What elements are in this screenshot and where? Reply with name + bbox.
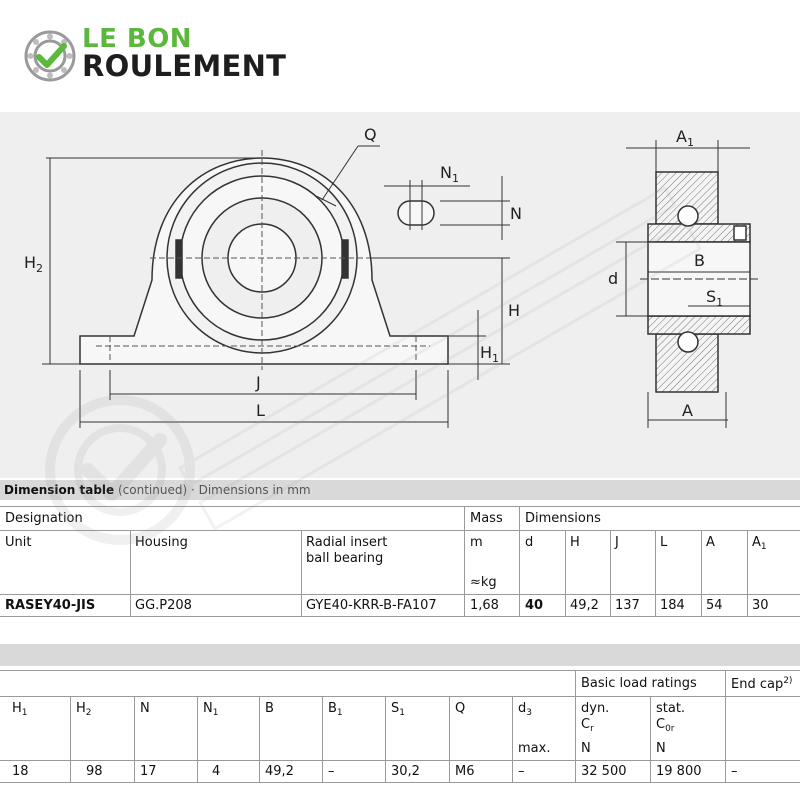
rule (701, 530, 702, 616)
col-dyn-unit: N (581, 741, 591, 756)
brand-line1: LE BON (82, 24, 193, 54)
table1-title: Dimension table (continued) · Dimensions in mm (4, 483, 311, 497)
brand-line2: ROULEMENT (82, 49, 287, 83)
rule (322, 696, 323, 782)
cell-H: 49,2 (570, 598, 599, 613)
cell-endcap: – (731, 764, 738, 779)
label-Q: Q (364, 125, 377, 144)
bearing-section-view (648, 172, 750, 392)
col-B: B (265, 701, 274, 716)
col-housing: Housing (135, 535, 188, 550)
rule (70, 696, 71, 782)
label-A: A (682, 401, 693, 420)
rule (725, 670, 726, 782)
col-S1: $S_1$ (391, 701, 405, 718)
rule (655, 530, 656, 616)
brand-wordmark (82, 26, 286, 81)
header (0, 0, 800, 112)
rule (650, 696, 651, 782)
col-C0r: $C_{0r}$ (656, 717, 675, 734)
col-H1: $H_1$ (12, 701, 28, 718)
col-d3-note: max. (518, 741, 551, 756)
label-H2: $H_2$ (24, 253, 44, 275)
label-S1: $S_1$ (706, 287, 724, 309)
mounting-slot (398, 201, 434, 225)
cell-Q: M6 (455, 764, 475, 779)
cell-d3: – (518, 764, 525, 779)
col-H2: $H_2$ (76, 701, 92, 718)
housing-front-view (80, 158, 448, 364)
label-H1: $H_1$ (480, 343, 500, 365)
cell-unit: RASEY40-JIS (5, 598, 96, 613)
label-N: N (510, 204, 522, 223)
label-H: H (508, 301, 521, 320)
cell-insert: GYE40-KRR-B-FA107 (306, 598, 437, 613)
rule (197, 696, 198, 782)
col-stat-unit: N (656, 741, 666, 756)
technical-drawing (0, 112, 800, 478)
cell-B1: – (328, 764, 335, 779)
label-B: B (694, 251, 705, 270)
rule (519, 506, 520, 616)
rule (385, 696, 386, 782)
rule (0, 530, 800, 531)
cell-housing: GG.P208 (135, 598, 192, 613)
rule (610, 530, 611, 616)
rule (0, 670, 800, 671)
rule (0, 616, 800, 617)
col-Q: Q (455, 701, 466, 716)
cell-Cr: 32 500 (581, 764, 627, 779)
pillow-block-drawing (0, 112, 800, 478)
col-unit: Unit (5, 535, 32, 550)
col-A: A (706, 535, 715, 550)
cell-C0r: 19 800 (656, 764, 702, 779)
rule (565, 530, 566, 616)
rule (130, 530, 131, 616)
rule (259, 696, 260, 782)
rule (512, 696, 513, 782)
label-N1: $N_1$ (440, 163, 459, 185)
col-N1: $N_1$ (203, 701, 219, 718)
rule (0, 696, 800, 697)
col-B1: $B_1$ (328, 701, 343, 718)
col-N: N (140, 701, 150, 716)
col-stat: stat. (656, 701, 686, 716)
col-d: d (525, 535, 534, 550)
col-A1: $A_1$ (752, 535, 767, 552)
rule (0, 506, 800, 507)
rule (575, 670, 576, 782)
cell-N: 17 (140, 764, 157, 779)
cell-H2: 98 (86, 764, 103, 779)
cell-L: 184 (660, 598, 685, 613)
group-load-ratings: Basic load ratings (581, 676, 697, 691)
rule (134, 696, 135, 782)
col-Cr: $C_r$ (581, 717, 594, 734)
col-dyn: dyn. (581, 701, 610, 716)
cell-d: 40 (525, 598, 544, 613)
rule (0, 594, 800, 595)
rule (464, 506, 465, 616)
rule (0, 782, 800, 783)
bearing-check-logo-icon (24, 30, 76, 82)
col-J: J (615, 535, 619, 550)
label-J: J (256, 373, 261, 392)
cell-A1: 30 (752, 598, 769, 613)
label-d: d (608, 269, 619, 288)
cell-S1: 30,2 (391, 764, 420, 779)
table2-bar (0, 644, 800, 666)
group-end-cap: End cap$^{2)}$ (731, 676, 793, 692)
cell-A: 54 (706, 598, 723, 613)
label-A1: $A_1$ (676, 127, 694, 149)
cell-mass: 1,68 (470, 598, 499, 613)
group-dimensions: Dimensions (525, 511, 601, 526)
col-insert-line1: Radial insert (306, 535, 388, 550)
rule (747, 530, 748, 616)
group-mass: Mass (470, 511, 503, 526)
rule (449, 696, 450, 782)
cell-N1: 4 (212, 764, 221, 779)
cell-J: 137 (615, 598, 640, 613)
label-L: L (256, 401, 265, 420)
col-H: H (570, 535, 580, 550)
col-insert-line2: ball bearing (306, 551, 384, 566)
col-m: m (470, 535, 483, 550)
cell-B: 49,2 (265, 764, 294, 779)
col-L: L (660, 535, 668, 550)
cell-H1: 18 (12, 764, 29, 779)
rule (0, 760, 800, 761)
col-d3: $d_3$ (518, 701, 532, 718)
rule (301, 530, 302, 616)
group-designation: Designation (5, 511, 83, 526)
col-kg: ≈kg (470, 575, 497, 590)
